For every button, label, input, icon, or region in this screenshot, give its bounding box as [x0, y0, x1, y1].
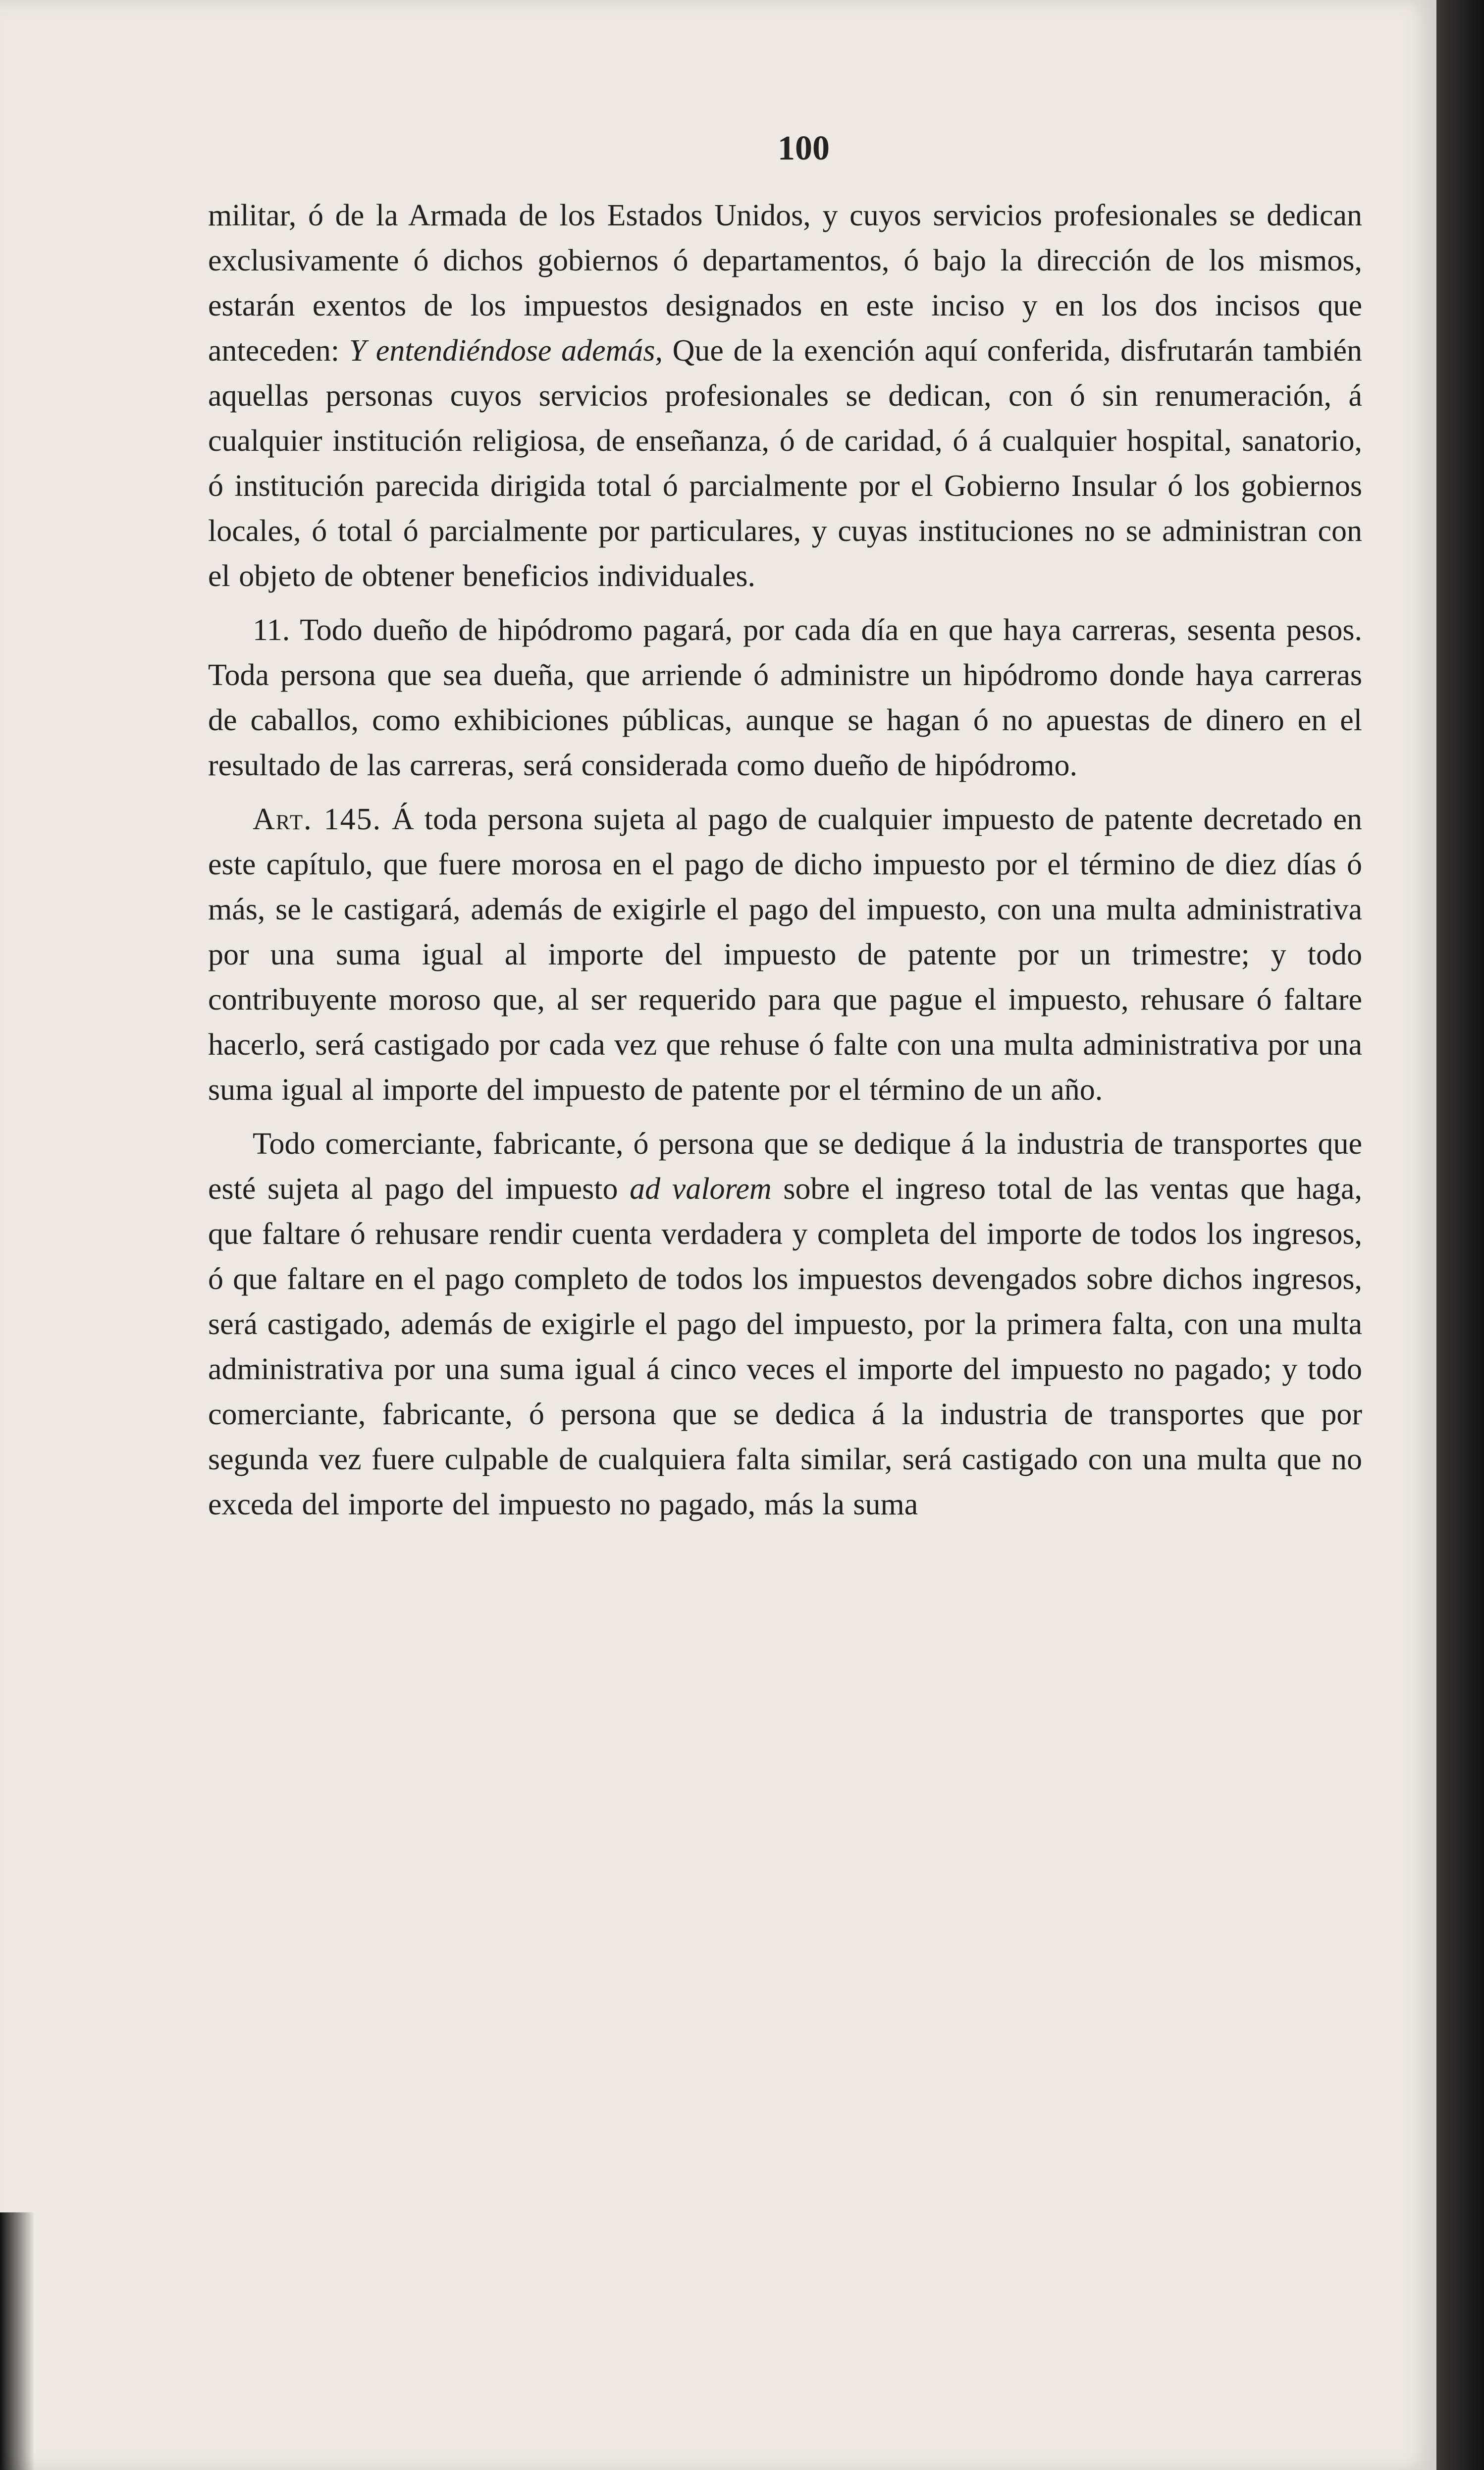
page-edge-shadow	[1436, 0, 1484, 2470]
paragraph-text-after: sobre el ingreso total de las ventas que haga, que faltare ó rehusare rendir cuenta verdadera y completa del importe de todos los ingresos, ó que faltare en el pago completo de todos los impuestos devengados sobre dichos ingresos, será castigado, además de exigirle el pago del impuesto, por la primera falta, con una multa administrativa por una suma igual á cinco veces el importe del impuesto no pagado; y todo comerciante, fabricante, ó persona que se dedica á la industria de transportes que por segunda vez fuere culpable de cualquiera falta similar, será castigado con una multa que no exceda del importe del impuesto no pagado, más la suma	[208, 1172, 1363, 1521]
paragraph-continuation	[208, 193, 1362, 599]
paragraph-text: 11. Todo dueño de hipódromo pagará, por cada día en que haya carreras, sesenta pesos. Toda persona que sea dueña, que arriende ó administre un hipódromo donde haya carreras de caballos, como exhibiciones públicas, aunque se hagan ó no apuestas de dinero en el resultado de las carreras, será considerada como dueño de hipódromo.	[208, 613, 1362, 782]
paragraph-item-11	[208, 608, 1362, 788]
page-number: 100	[778, 129, 830, 167]
corner-shadow	[0, 2212, 35, 2470]
page-body	[208, 193, 1362, 1527]
paragraph-merchants	[208, 1122, 1362, 1527]
paragraph-text: Todo comerciante, fabricante, ó persona que se dedique á la industria de transportes que esté sujeta al pago del impuesto	[208, 1127, 1362, 1206]
paragraph-text: militar, ó de la Armada de los Estados Unidos, y cuyos servicios profesionales se dedican exclusivamente ó dichos gobiernos ó departamentos, ó bajo la dirección de los mismos, estarán exentos de los impuestos designados en este inciso y en los dos incisos que anteceden:	[208, 199, 1362, 368]
italic-phrase: ad valorem	[630, 1172, 772, 1206]
paragraph-article-145	[208, 797, 1362, 1113]
paragraph-text: Á toda persona sujeta al pago de cualquier impuesto de patente decretado en este capítulo, que fuere morosa en el pago de dicho impuesto por el término de diez días ó más, se le castigará, además de exigirle el pago del impuesto, con una multa administrativa por una suma igual al importe del impuesto de patente por un trimestre; y todo contribuyente moroso que, al ser requerido para que pague el impuesto, rehusare ó faltare hacerlo, será castigado por cada vez que rehuse ó falte con una multa administrativa por una suma igual al importe del impuesto de patente por el término de un año.	[208, 803, 1363, 1107]
italic-phrase: Y entendiéndose además,	[349, 334, 663, 368]
article-label: Art. 145.	[253, 803, 382, 836]
paragraph-text-after: Que de la exención aquí conferida, disfrutarán también aquellas personas cuyos servicios profesionales se dedican, con ó sin renumeración, á cualquier institución religiosa, de enseñanza, ó de caridad, ó á cualquier hospital, sanatorio, ó institución parecida dirigida total ó parcialmente por el Gobierno Insular ó los gobiernos locales, ó total ó parcialmente por particulares, y cuyas instituciones no se administran con el objeto de obtener beneficios individuales.	[208, 334, 1363, 593]
